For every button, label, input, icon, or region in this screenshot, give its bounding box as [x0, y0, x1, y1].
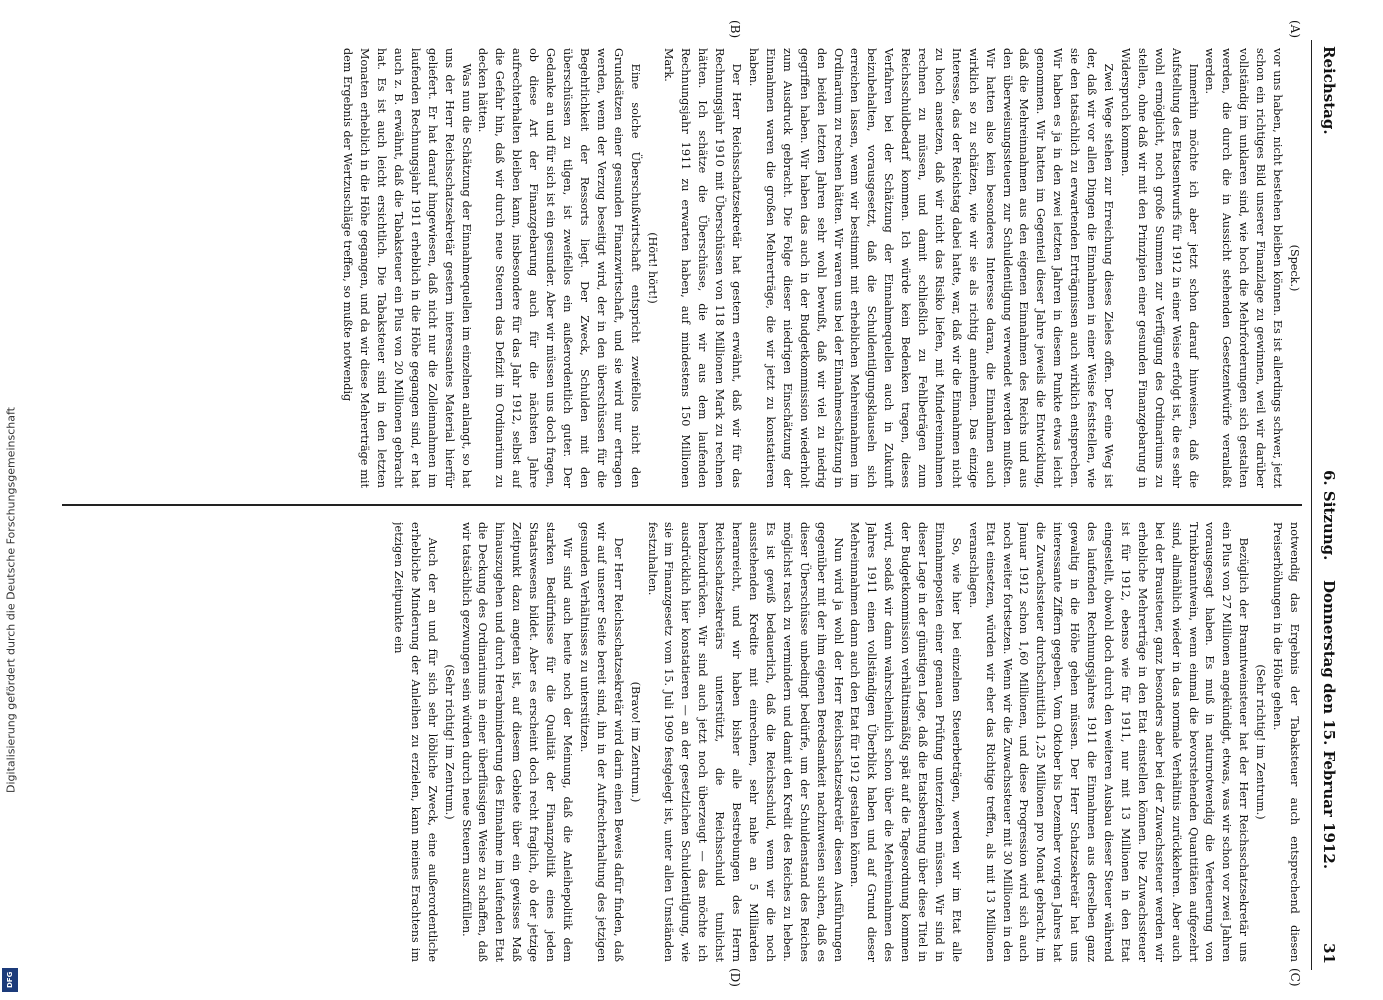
header-title: Reichstag.: [1320, 46, 1338, 135]
margin-marker-d: (D): [728, 968, 742, 987]
paragraph: Was nun die Schätzung der Einnahmequellen im einzelnen anlangt, so hat uns der Herr Reichsschatzsekretär gestern interessantes Material hierfür geliefert. Er hat darauf hingewiesen, daß nicht nur die Zolleinnahmen im laufenden Rechnungsjahr 1911 erheblich in die Höhe gegangen sind, er hat auch z. B. erwähnt, daß die Tabaksteuer ein Plus von 20 Millionen gebracht hat. Es ist auch leicht ersichtlich. Die Tabaksteuer sind in den letzten Monaten erheblich in die Höhe gegangen, und da wir diese Mehrerträge mit dem Ergebnis der Wertzuschläge treffen, so mußte notwendig: [341, 48, 473, 488]
interjection: (Sehr richtig! im Zentrum.): [1254, 664, 1268, 820]
scanned-page: [52, 20, 1342, 987]
margin-marker-c: (C): [1288, 968, 1302, 987]
paragraph: Auch der an und für sich sehr löbliche Zweck, eine außerordentliche erhebliche Minderung der Anleihen zu erzielen, kann meines Erachtens im jetzigen Zeitpunkte ein: [391, 522, 439, 962]
interjection: (Sehr richtig! im Zentrum.): [442, 664, 456, 820]
side-strip: [0, 0, 22, 1000]
page-area: [52, 20, 1342, 987]
left-column: [62, 48, 1302, 488]
paragraph: Der Herr Reichsschatzsekretär wird darin einen Beweis dafür finden, daß wir auf unserer Seite bereit sind, ihn in der Aufrechterhaltung des jetzigen gesunden Verhältnisses zu unterstützen.: [577, 522, 625, 962]
paragraph: vor uns haben, nicht bestehen bleiben können. Es ist allerdings schwer, jetzt schon ein richtiges Bild unserer Finanzlage zu gewinnen, weil wir darüber vollständig im unklaren sind, wie hoch die Mehrforderungen sich gestalten werden, die durch die in Aussicht stehenden Gesetzentwürfe veranlaßt werden.: [1203, 48, 1285, 488]
paragraph: Immerhin möchte ich aber jetzt schon darauf hinweisen, daß die Aufstellung des Etatsentwurfs für 1912 in einer Weise erfolgt ist, die es sehr wohl ermöglicht, noch große Summen zur Verfügung des Ordinariums zu stellen, ohne daß wir mit den Prinzipien einer gesunden Finanzgebarung in Widerspruch kommen.: [1118, 48, 1200, 488]
margin-marker-b: (B): [728, 20, 742, 39]
attribution-text: Digitalisierung gefördert durch die Deutsche Forschungsgemeinschaft: [4, 407, 18, 793]
paragraph: notwendig das Ergebnis der Tabaksteuer auch entsprechend diesen Preiserhöhungen in die Höhe gehen.: [1271, 522, 1301, 962]
header-date: Donnerstag den 15. Februar 1912.: [1320, 580, 1338, 870]
paragraph: Nun wird ja wohl der Herr Reichsschatzsekretär diesen Ausführungen gegenüber mit der ihm eigenen Beredsamkeit nachzuweisen suchen, daß es dieser Überschüsse unbedingt bedürfe, um der Schuldenstand des Reiches möglichst rasch zu vermindern und damit den Kredit des Reiches zu heben. Es ist gewiß bedauerlich, daß die Reichsschuld, wenn wir die noch ausstehenden Kredite mit einrechnen, sehr nahe an 5 Milliarden heranreicht, und wir haben bisher alle Bestrebungen des Herrn Reichsschatzsekretärs unterstützt, die Reichsschuld tunlichst herabzudrücken. Wir sind auch jetzt noch überzeugt — das möchte ich ausdrücklich hier konstatieren — an der gesetzlichen Schuldentilgung, wie sie im Finanzgesetz vom 15. Juli 1909 festgelegt ist, unter allen Umständen festzuhalten.: [645, 522, 845, 962]
paragraph: Zwei Wege stehen zur Erreichung dieses Zieles offen. Der eine Weg ist der, daß wir vor allen Dingen die Einnahmen in einer Weise feststellen, wie sie den tatsächlich zu erwartenden Erträgnissen auch wirklich entsprechen. Wir haben es ja in den zwei letzten Jahren in diesem Punkte etwas leicht genommen. Wir hatten im Gegenteil dieser Jahre jeweils die Entwicklung, daß die Mehreinnahmen aus den eigenen Einnahmen des Reichs und aus den überweisungssteuern zur Schuldentilgung verwendet werden mußten. Wir hatten also kein besonderes Interesse daran, die Einnahmen auch wirklich so zu schätzen, wie wir sie als richtig annehmen. Das einzige Interesse, das der Reichstag dabei hatte, war, daß wir die Einnahmen nicht zu hoch ansetzen, daß wir nicht das Risiko liefen, mit Mindereinnahmen rechnen zu müssen, und damit schließlich zu Fehlbeträgen zum Reichsschuldbedarf kommen. Ich würde kein Bedenken tragen, dieses Verfahren bei der Schätzung der Einnahmequellen auch in Zukunft beizubehalten, vorausgesetzt, daß die Schuldentilgungsklauseln sich erreichen lassen, wenn wir bestimmt mit erheblichen Mehreinnahmen im Ordinarium zu rechnen hätten. Wir waren uns bei der Einnahmeschätzung in den beiden letzten Jahren sehr wohl bewußt, daß wir viel zu niedrig gegriffen haben. Wir haben das auch in der Budgetkommission wiederholt zum Ausdruck gebracht. Die Folge dieser niedrigen Einschätzung der Einnahmen waren die großen Mehrerträge, die wir jetzt zu konstatieren haben.: [747, 48, 1116, 488]
paragraph: So, wie hier bei einzelnen Steuerbeträgen, werden wir im Etat alle Einnahmeposten einer genauen Prüfung unterziehen müssen. Wir sind in dieser Lage in der günstigen Lage, daß die Etatsberatung über diese Titel in der Budgetkommission verhältnismäßig spät auf die Tagesordnung kommen wird, sodaß wir dann wahrscheinlich schon über die Mehreinnahmen des Jahres 1911 einen vollständigen Überblick haben und auf Grund dieser Mehreinnahmen dann auch den Etat für 1912 gestalten können.: [848, 522, 963, 962]
paragraph: Eine solche Überschußwirtschaft entspricht zweifellos nicht den Grundsätzen einer gesunden Finanzwirtschaft, und sie wird nur ertragen werden, wenn der Verzug beseitigt wird, der in den überschüssen für die Begehrlichkeit der Ressorts liegt. Der Zweck, Schulden mit den überschüssen zu tilgen, ist zweifellos ein außerordentlich guter. Der Gedanke an und für sich ist ein gesunder. Aber wir müssen uns doch fragen, ob diese Art der Finanzgebarung auch für die nächsten Jahre aufrechterhalten bleiben kann, insbesondere für das Jahr 1912, selbst auf die Gefahr hin, daß wir durch neue Steuern das Defizit im Ordinarium zu decken hätten.: [476, 48, 642, 488]
interjection: (Bravo! im Zentrum.): [628, 681, 642, 803]
margin-marker-a: (A): [1288, 20, 1302, 39]
interjection: (Hört! hört!): [645, 232, 659, 304]
column-divider: [62, 504, 1302, 506]
dfg-logo: DFG: [2, 968, 18, 992]
page-header: [1311, 40, 1342, 970]
header-session: 6. Sitzung.: [1320, 470, 1338, 561]
paragraph: Wir sind auch heute noch der Meinung, daß die Anleihepolitik dem starken Bedürfnisse für die Qualität der Finanzpolitik eines jeden Staatswesens bildet. Aber es erscheint doch recht fraglich, ob der jetzige Zeitpunkt dazu angetan ist, auf diesem Gebiete über ein gewisses Maß hinauszugehen und durch Herabminderung des Einnahme im laufenden Etat die Deckung des Ordinariums in einer überflüssigen Weise zu schaffen, daß wir tatsächlich gezwungen sein würden durch neue Steuern auszufüllen.: [459, 522, 575, 962]
speaker-tag: (Speck.): [1288, 244, 1301, 292]
right-column: [62, 522, 1302, 962]
page-number: 31: [1320, 943, 1338, 964]
paragraph: Der Herr Reichsschatzsekretär hat gestern erwähnt, daß wir für das Rechnungsjahr 1910 mit Überschüssen von 118 Millionen Mark zu rechnen hätten. Ich schätze die Überschüsse, die wir aus dem laufenden Rechnungsjahr 1911 zu erwarten haben, auf mindestens 150 Millionen Mark.: [662, 48, 744, 488]
paragraph: Bezüglich der Branntweinsteuer hat der Herr Reichsschatzsekretär uns ein Plus von 27 Millionen angekündigt, etwas, was wir schon vor zwei Jahren vorausgesagt haben. Es muß in naturnotwendig die Verteuerung von Trinkbranntwein, wenn einmal die bevorstehenden Quantitäten aufgezehrt sind, allmählich wieder in das normale Verhältnis zurückkehren. Aber auch bei der Brausteuer, ganz besonders aber bei der Zuwachssteuer werden wir erhebliche Mehrerträge in den Etat einstellen können. Die Zuwachssteuer ist für 1912, ebenso wie für 1911, nur mit 13 Millionen in den Etat eingestellt, obwohl doch durch den weiteren Ausbau dieser Steuer während des laufenden Rechnungsjahres 1911 die Einnahmen aus derselben ganz gewaltig in die Höhe gehen müssen. Der Herr Schatzsekretär hat uns interessante Ziffern gegeben. Vom Oktober bis Dezember vorigen Jahres hat die Zuwachssteuer durchschnittlich 1,25 Millionen pro Monat gebracht, im Januar 1912 schon 1,60 Millionen, und diese Progression wird sich auch noch weiter fortsetzen. Wenn wir die Zuwachssteuer mit 30 Millionen in den Etat einsetzen, würden wir eher das Richtige treffen, als mit 13 Millionen veranschlagen.: [966, 522, 1251, 962]
